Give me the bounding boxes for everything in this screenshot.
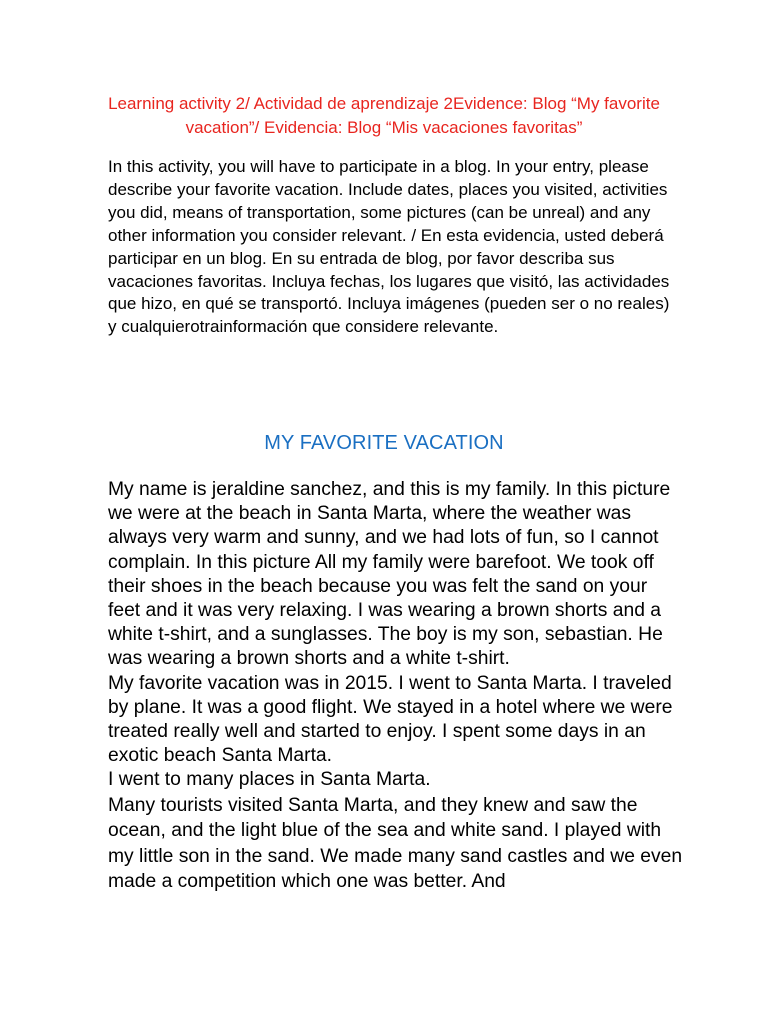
paragraph-family: My name is jeraldine sanchez, and this is my family. In this picture we were at the beach in Santa Marta, where the weather was always very warm and sunny, and we had lots of fun, so I cannot complain. In this picture All my family were barefoot. We took off their shoes in the beach because you was felt the sand on your feet and it was very relaxing. I was wearing a brown shorts and a white t-shirt, and a sunglasses. The boy is my son, sebastian. He was wearing a brown shorts and a white t-shirt.	[108, 479, 671, 670]
paragraph-trip: My favorite vacation was in 2015. I went to Santa Marta. I traveled by plane. It was a good flight. We stayed in a hotel where we were treated really well and started to enjoy. I spent some days in an exotic beach Santa Marta.	[108, 672, 673, 767]
paragraph-activities: Many tourists visited Santa Marta, and they knew and saw the ocean, and the light blue of the sea and white sand. I played with my little son in the sand. We made many sand castles and we even made a competition which one was better. And	[108, 794, 683, 893]
activity-instructions: In this activity, you will have to participate in a blog. In your entry, please describe your favorite vacation. Include dates, places you visited, activities you did, means of transportation, some pictures (can be unreal) and any other information you consider relevant. / En esta evidencia, usted deberá participar en un blog. En su entrada de blog, por favor describa sus vacaciones favoritas. Incluya fechas, los lugares que visitó, las actividades que hizo, en qué se transportó. Incluya imágenes (pueden ser o no reales) y cualquierotrainformación que considere relevante.	[108, 157, 670, 337]
section-title: MY FAVORITE VACATION	[264, 432, 504, 454]
blog-entry-body	[108, 478, 683, 895]
paragraph-places: I went to many places in Santa Marta.	[108, 769, 431, 791]
activity-heading: Learning activity 2/ Actividad de aprendizaje 2Evidence: Blog “My favorite vacation”/ Evidencia: Blog “Mis vacaciones favoritas”	[108, 94, 660, 137]
